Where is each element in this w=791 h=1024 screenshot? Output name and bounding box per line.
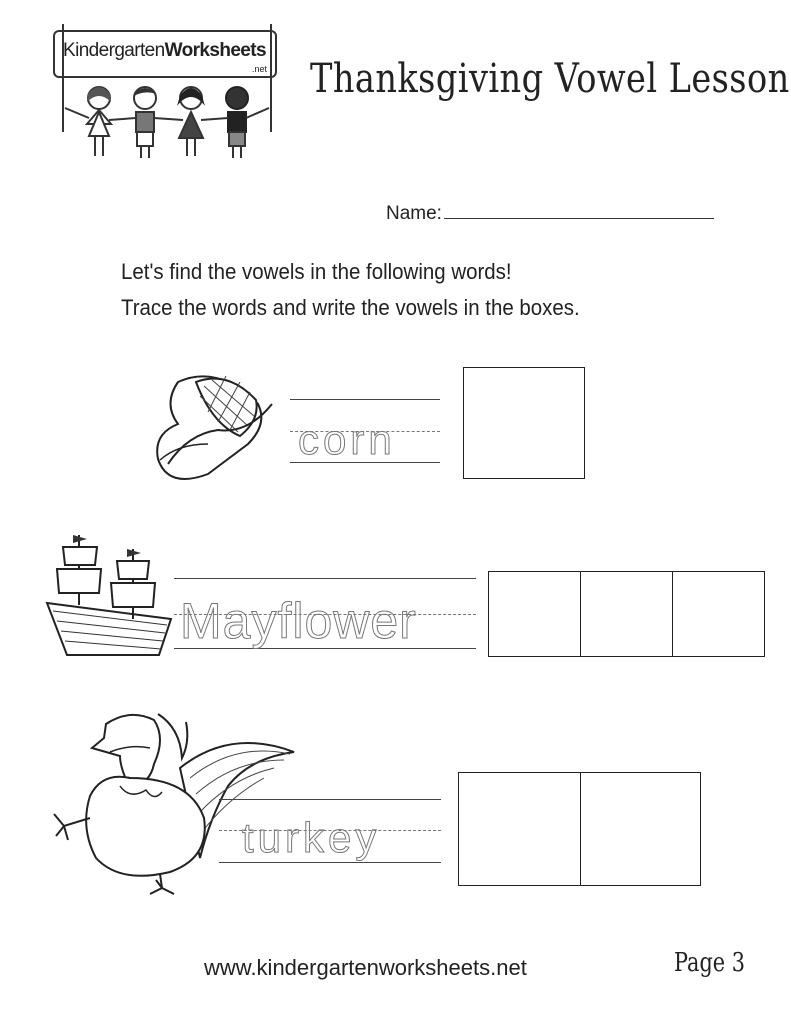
instruction-line-1: Let's find the vowels in the following words! (121, 259, 512, 284)
vowel-box[interactable] (463, 367, 585, 479)
trace-word[interactable]: turkey (242, 814, 381, 861)
name-field (386, 200, 714, 225)
vowel-box[interactable] (580, 772, 701, 886)
corn-icon (148, 364, 278, 492)
kids-holding-hands-icon (51, 24, 283, 164)
footer-url[interactable]: www.kindergartenworksheets.net (204, 955, 527, 980)
vowel-box[interactable] (672, 571, 765, 657)
trace-base-line (219, 862, 441, 863)
trace-word[interactable]: Mayflower (180, 593, 417, 649)
ship-icon (45, 535, 175, 659)
trace-word[interactable]: corn (298, 416, 396, 463)
logo-wordmark: KindergartenWorksheets (63, 40, 266, 61)
instructions (121, 254, 580, 326)
vowel-box[interactable] (580, 571, 674, 657)
logo-suffix: .net (251, 64, 267, 74)
turkey-icon (50, 708, 298, 898)
name-input-line[interactable] (444, 200, 714, 219)
page-number: Page 3 (674, 948, 745, 978)
trace-top-line (174, 578, 476, 579)
name-label: Name: (386, 203, 442, 224)
vowel-box[interactable] (488, 571, 582, 657)
page-title: Thanksgiving Vowel Lesson (310, 56, 790, 102)
instruction-line-2: Trace the words and write the vowels in the boxes. (121, 295, 580, 320)
site-logo (51, 24, 283, 164)
vowel-box[interactable] (458, 772, 582, 886)
trace-top-line (290, 399, 440, 400)
trace-top-line (219, 799, 441, 800)
